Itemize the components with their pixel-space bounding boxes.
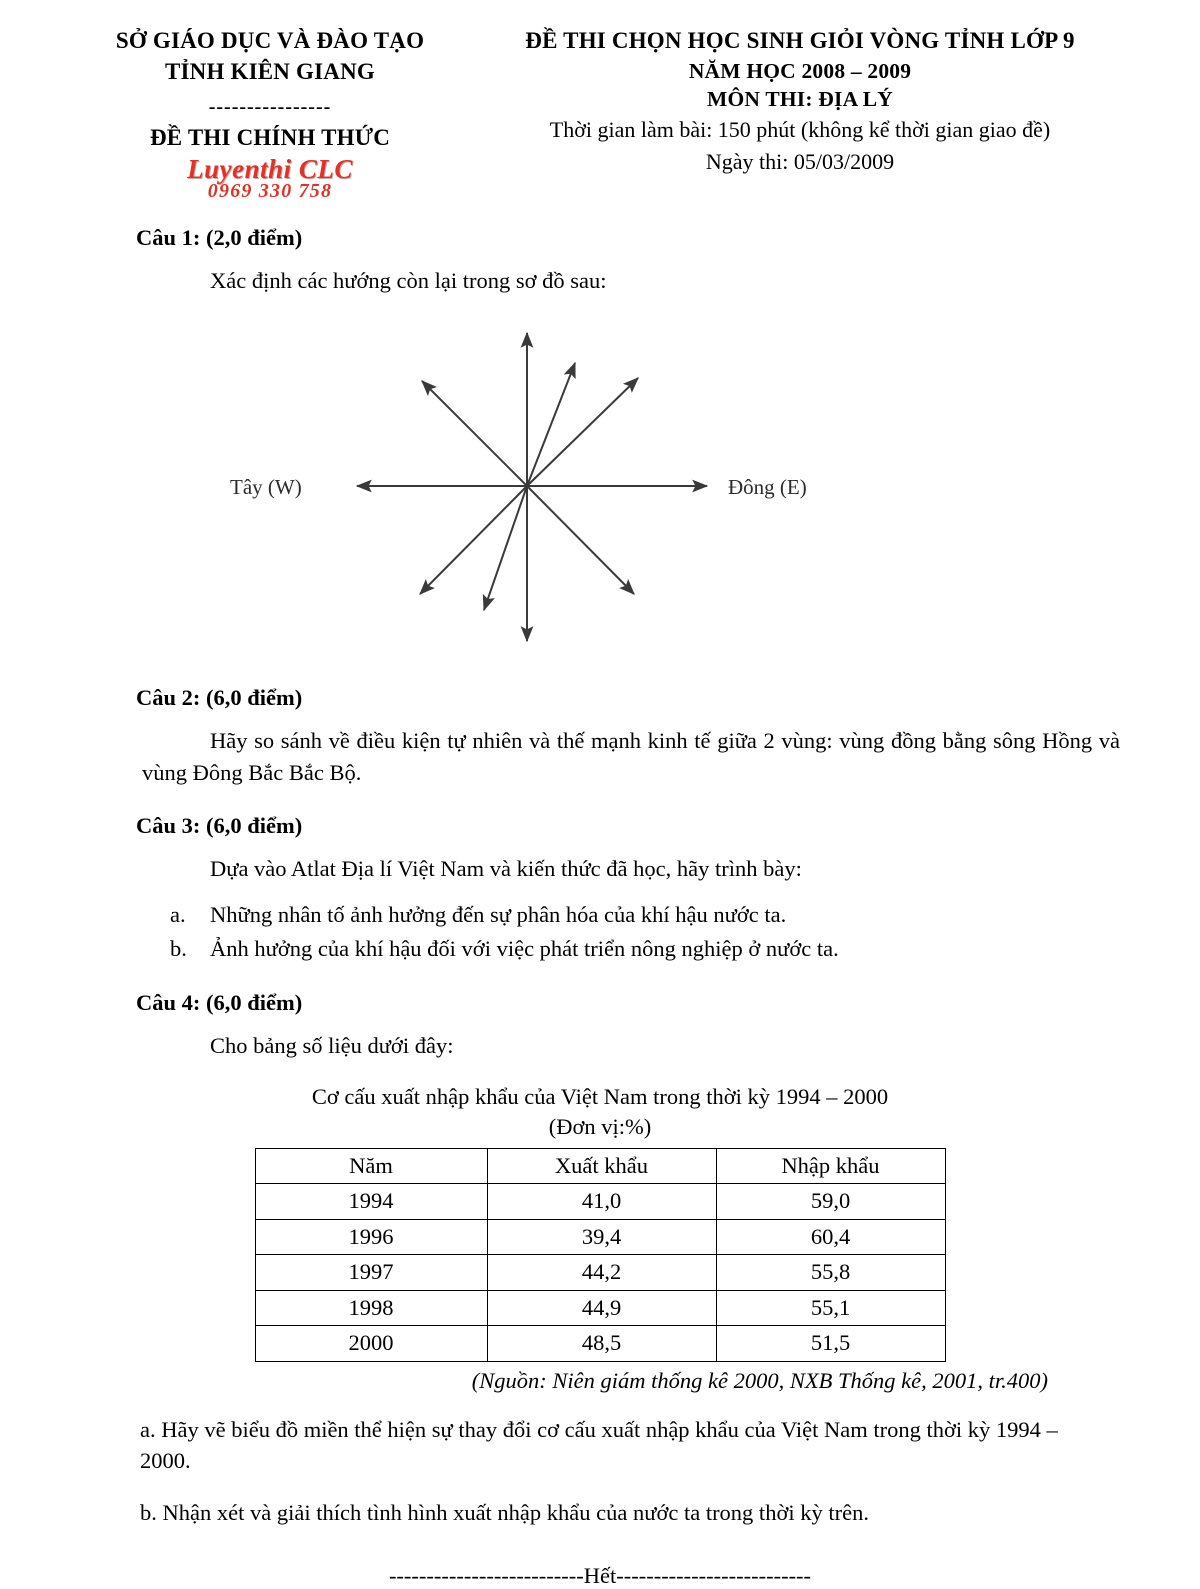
list-item-text: Ảnh hưởng của khí hậu đối với việc phát triển nông nghiệp ở nước ta. — [210, 936, 839, 962]
list-item — [170, 932, 1130, 966]
list-item — [170, 898, 1130, 932]
cell-export: 48,5 — [487, 1326, 716, 1361]
arrow-south-south-west — [484, 486, 527, 610]
cell-import: 60,4 — [716, 1219, 945, 1254]
table-unit-label: (Đơn vị:%) — [548, 1113, 652, 1139]
arrow-north-west — [422, 381, 527, 486]
compass-diagram-container — [70, 311, 1130, 661]
list-item-marker: b. — [170, 936, 187, 962]
table-source-note: (Nguồn: Niên giám thống kê 2000, NXB Thống kê, 2001, tr.400) — [471, 1367, 1048, 1393]
table-row — [255, 1326, 945, 1361]
cell-year: 1994 — [255, 1184, 487, 1219]
cell-import: 55,8 — [716, 1255, 945, 1290]
logo-brand-text: Luyenthi CLC — [187, 153, 353, 184]
subject-line: MÔN THI: ĐỊA LÝ — [707, 87, 893, 112]
question-1-heading: Câu 1: (2,0 điểm) — [136, 224, 303, 250]
cell-year: 1997 — [255, 1255, 487, 1290]
document-header — [0, 0, 1200, 201]
cell-year: 2000 — [255, 1326, 487, 1361]
column-header-import: Nhập khẩu — [716, 1148, 945, 1183]
compass-svg — [220, 311, 980, 661]
table-row — [255, 1255, 945, 1290]
table-header-row — [255, 1148, 945, 1183]
exam-date-line: Ngày thi: 05/03/2009 — [705, 148, 895, 174]
cell-year: 1996 — [255, 1219, 487, 1254]
document-body — [0, 225, 1200, 1589]
arrow-south-east — [527, 486, 634, 594]
cell-export: 44,9 — [487, 1290, 716, 1325]
compass-label-east: Đông (E) — [728, 474, 807, 499]
arrow-north-north-east — [527, 363, 575, 486]
cell-import: 51,5 — [716, 1326, 945, 1361]
official-exam-label: ĐỀ THI CHÍNH THỨC — [149, 125, 391, 151]
arrow-north-east — [527, 378, 638, 486]
question-3-prompt: Dựa vào Atlat Địa lí Việt Nam và kiến thức đã học, hãy trình bày: — [210, 855, 802, 881]
header-left-block — [70, 24, 470, 201]
import-export-table — [255, 1148, 946, 1362]
watermark-logo — [70, 153, 470, 202]
department-name-line2: TỈNH KIÊN GIANG — [164, 58, 376, 84]
question-4-task-b: b. Nhận xét và giải thích tình hình xuất nhập khẩu của nước ta trong thời kỳ trên. — [140, 1500, 869, 1526]
cell-export: 39,4 — [487, 1219, 716, 1254]
cell-import: 55,1 — [716, 1290, 945, 1325]
question-2-body: Hãy so sánh về điều kiện tự nhiên và thế mạnh kinh tế giữa 2 vùng: vùng đồng bằng sông Hồng và vùng Đông Bắc Bắc Bộ. — [142, 727, 1120, 785]
table-row — [255, 1184, 945, 1219]
duration-line: Thời gian làm bài: 150 phút (không kể thời gian giao đề) — [549, 116, 1051, 142]
department-name-line1: SỞ GIÁO DỤC VÀ ĐÀO TẠO — [115, 28, 425, 53]
cell-export: 44,2 — [487, 1255, 716, 1290]
logo-phone-number: 0969 330 758 — [207, 179, 333, 202]
end-of-exam-marker: --------------------------Hết-------------------------- — [388, 1563, 812, 1589]
question-1-prompt: Xác định các hướng còn lại trong sơ đồ sau: — [210, 267, 607, 293]
cell-export: 41,0 — [487, 1184, 716, 1219]
compass-diagram — [220, 311, 980, 661]
question-2-heading: Câu 2: (6,0 điểm) — [136, 684, 303, 710]
question-3-subitems — [170, 898, 1130, 966]
question-4-task-a: a. Hãy vẽ biểu đồ miền thể hiện sự thay đổi cơ cấu xuất nhập khẩu của Việt Nam trong thời kỳ 1994 – 2000. — [140, 1416, 1058, 1474]
compass-label-west: Tây (W) — [230, 474, 302, 499]
school-year: NĂM HỌC 2008 – 2009 — [688, 58, 912, 83]
question-4-prompt: Cho bảng số liệu dưới đây: — [210, 1032, 454, 1058]
list-item-text: Những nhân tố ảnh hưởng đến sự phân hóa của khí hậu nước ta. — [210, 902, 787, 928]
table-row — [255, 1290, 945, 1325]
list-item-marker: a. — [170, 902, 186, 928]
header-right-block — [470, 24, 1130, 178]
arrow-south-west — [420, 486, 527, 594]
column-header-export: Xuất khẩu — [487, 1148, 716, 1183]
exam-title: ĐỀ THI CHỌN HỌC SINH GIỎI VÒNG TỈNH LỚP 9 — [525, 28, 1075, 53]
header-divider: ---------------- — [208, 96, 332, 119]
cell-import: 59,0 — [716, 1184, 945, 1219]
question-4-heading: Câu 4: (6,0 điểm) — [136, 989, 303, 1015]
table-row — [255, 1219, 945, 1254]
cell-year: 1998 — [255, 1290, 487, 1325]
question-3-heading: Câu 3: (6,0 điểm) — [136, 812, 303, 838]
table-caption: Cơ cấu xuất nhập khẩu của Việt Nam trong thời kỳ 1994 – 2000 — [311, 1083, 889, 1109]
column-header-year: Năm — [255, 1148, 487, 1183]
